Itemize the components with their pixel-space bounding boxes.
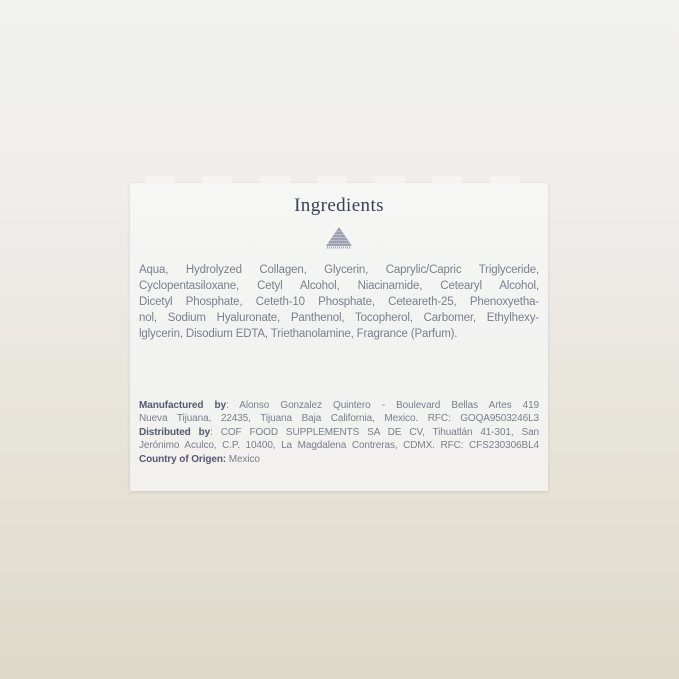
distributed-by-label: Distributed by — [139, 426, 211, 438]
manufactured-by-line: Manufactured by: Alonso Gonzalez Quintero - Boulevard Bellas Artes 419 — [139, 400, 540, 411]
manufacturer-address-line: Nueva Tijuana, 22435, Tijuana Baja California, Mexico. RFC: GOQA9503246L3 — [139, 413, 539, 425]
ingredients-line: Aqua, Hydrolyzed Collagen, Glycerin, Caprylic/Capric Triglyceride, — [139, 264, 539, 276]
country-of-origin-label: Country of Origen: — [139, 453, 227, 465]
country-of-origin-line: Country of Origen: Mexico — [139, 453, 260, 465]
pyramid-logo-icon — [326, 227, 352, 249]
distributor-address-line: Jerónimo Aculco, C.P. 10400, La Magdalena Contreras, CDMX. RFC: CFS230306BL4 — [139, 440, 539, 452]
ingredients-panel — [130, 183, 548, 491]
manufacturing-info — [139, 399, 539, 466]
ingredients-line: nol, Sodium Hyaluronate, Panthenol, Tocopherol, Carbomer, Ethylhexy- — [139, 312, 539, 324]
ingredients-text — [139, 262, 539, 342]
distributed-by-line: Distributed by: COF FOOD SUPPLEMENTS SA DE CV, Tihuatlán 41-301, San — [139, 426, 539, 438]
manufactured-by-label: Manufactured by — [139, 400, 226, 411]
ingredients-line: lglycerin, Disodium EDTA, Triethanolamine, Fragrance (Parfum). — [139, 328, 458, 340]
ingredients-line: Dicetyl Phosphate, Ceteth-10 Phosphate, Ceteareth-25, Phenoxyetha- — [139, 296, 539, 308]
panel-title: Ingredients — [294, 195, 384, 216]
ingredients-line: Cyclopentasiloxane, Cetyl Alcohol, Niacinamide, Cetearyl Alcohol, — [139, 280, 539, 292]
